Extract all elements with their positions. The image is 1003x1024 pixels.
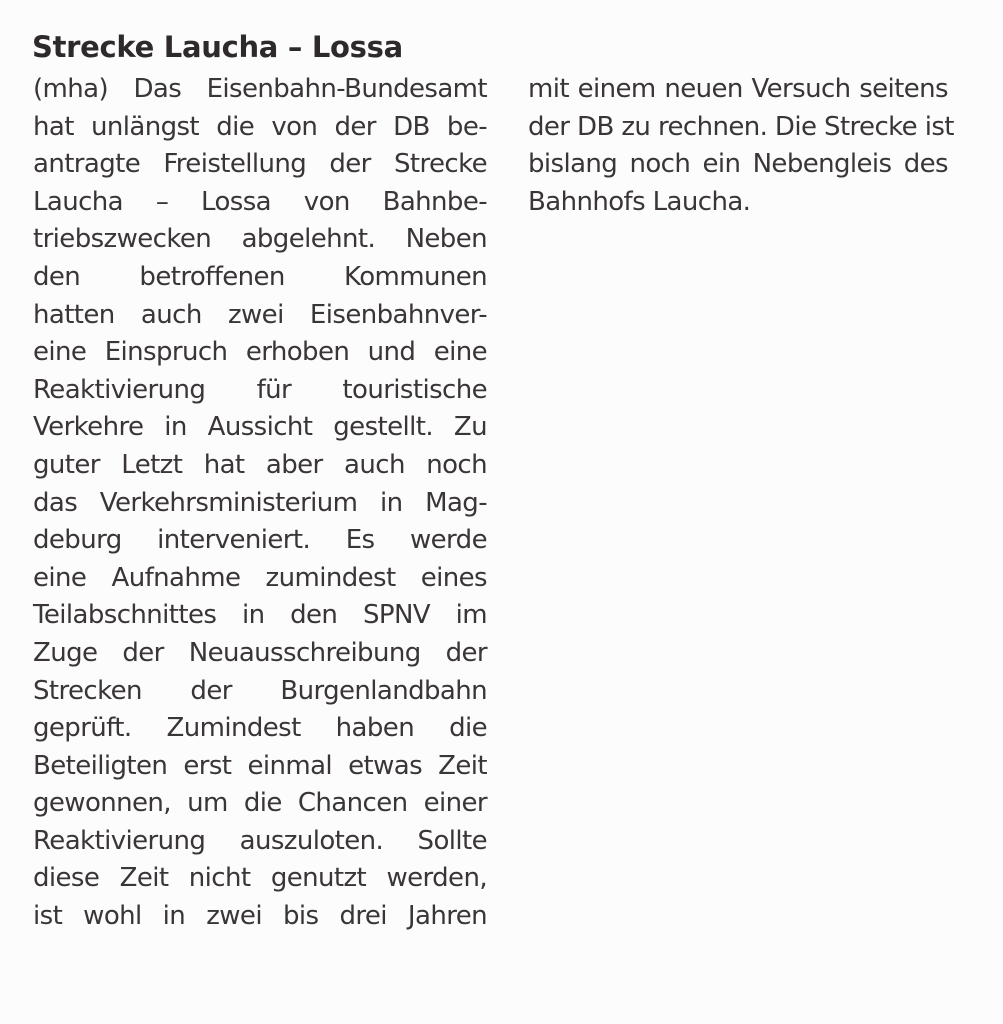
text-line: Beteiligten erst einmal etwas Zeit: [33, 750, 487, 781]
text-line: der DB zu rechnen. Die Strecke ist: [528, 111, 954, 142]
text-line: den betroffenen Kommunen: [33, 261, 487, 292]
text-line: Teilabschnittes in den SPNV im: [33, 600, 487, 631]
text-line: ist wohl in zwei bis drei Jahren: [33, 901, 487, 932]
text-line: mit einem neuen Versuch seitens: [528, 74, 948, 104]
article-column-left: [33, 71, 487, 936]
text-line: deburg interveniert. Es werde: [33, 525, 487, 556]
text-line: hatten auch zwei Eisenbahnver-: [33, 299, 487, 330]
text-line: Reaktivierung für touristische: [33, 374, 487, 405]
text-line: Reaktivierung auszuloten. Sollte: [33, 825, 487, 856]
text-line: das Verkehrsministerium in Mag-: [33, 487, 487, 518]
text-line: Bahnhofs Laucha.: [528, 186, 751, 217]
text-line: hat unlängst die von der DB be-: [33, 111, 487, 142]
text-line: Laucha – Lossa von Bahnbe-: [33, 186, 487, 217]
text-line: Strecken der Burgenlandbahn: [33, 675, 487, 706]
text-line: eine Aufnahme zumindest eines: [33, 562, 487, 593]
text-line: geprüft. Zumindest haben die: [33, 713, 487, 744]
article-column-right: [528, 71, 954, 221]
text-line: Zuge der Neuausschreibung der: [33, 637, 487, 668]
text-line: bislang noch ein Nebengleis des: [528, 149, 948, 180]
text-line: Verkehre in Aussicht gestellt. Zu: [33, 412, 487, 443]
text-line: (mha) Das Eisenbahn-Bundesamt: [33, 74, 487, 104]
text-line: eine Einspruch erhoben und eine: [33, 337, 487, 368]
text-line: antragte Freistellung der Strecke: [33, 149, 487, 180]
article-title: Strecke Laucha – Lossa: [32, 30, 403, 64]
text-line: diese Zeit nicht genutzt werden,: [33, 863, 487, 894]
text-line: triebszwecken abgelehnt. Neben: [33, 224, 487, 255]
text-line: guter Letzt hat aber auch noch: [33, 449, 487, 480]
text-line: gewonnen, um die Chancen einer: [33, 788, 487, 819]
